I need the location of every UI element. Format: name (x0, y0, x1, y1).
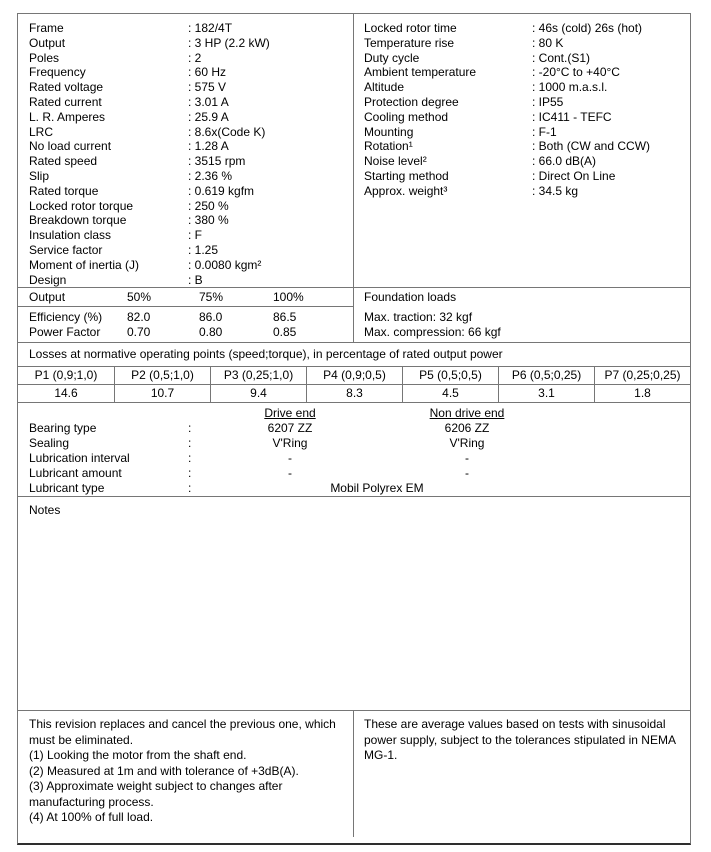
spec-label: Frame (29, 21, 64, 35)
losses-value-cell: 3.1 (498, 385, 594, 402)
losses-header-cell: P6 (0,5;0,25) (498, 367, 594, 385)
spec-value: : 182/4T (188, 21, 233, 35)
output-header-100: 100% (273, 290, 304, 304)
spec-row (364, 51, 690, 66)
lubricant-type-label: Lubricant type (29, 481, 105, 495)
spec-row (29, 51, 353, 66)
losses-header-cell: P2 (0,5;1,0) (114, 367, 210, 385)
bearing-label: Sealing (29, 436, 70, 450)
spec-label: Temperature rise (364, 35, 455, 50)
spec-row (29, 21, 353, 36)
spec-value: : 1000 m.a.s.l. (532, 80, 608, 95)
spec-value: : B (188, 272, 203, 287)
bearing-drive-end-value: - (288, 466, 292, 480)
spec-label: Noise level² (364, 154, 427, 169)
bearings-section (18, 402, 690, 496)
losses-section (18, 342, 690, 402)
spec-value: : 250 % (188, 198, 229, 213)
output-value-50: 82.0 (127, 310, 151, 324)
spec-value: : 2.36 % (188, 168, 233, 183)
bearing-row (18, 436, 690, 451)
footer-note-line: (3) Approximate weight subject to changes after manufacturing process. (29, 779, 283, 809)
foundation-label: Max. compression (364, 324, 462, 339)
spec-value: : 8.6x(Code K) (188, 124, 266, 139)
foundation-value: : 66 kgf (461, 324, 501, 339)
losses-header-cell: P4 (0,9;0,5) (306, 367, 402, 385)
losses-title: Losses at normative operating points (speed;torque), in percentage of rated output power (18, 343, 690, 367)
spec-row (29, 125, 353, 140)
spec-row (364, 184, 690, 199)
lubricant-type-row (18, 481, 690, 496)
spec-label: Insulation class (29, 228, 112, 243)
spec-row (29, 169, 353, 184)
output-value-50: 0.70 (127, 324, 151, 339)
output-table (18, 288, 353, 342)
spec-value: : 2 (188, 50, 202, 65)
spec-value: : 80 K (532, 35, 564, 50)
spec-label: Rated voltage (29, 80, 104, 95)
spec-row (364, 139, 690, 154)
losses-value-cell: 10.7 (114, 385, 210, 402)
spec-value: : 0.0080 kgm² (188, 257, 262, 272)
losses-value-cell: 4.5 (402, 385, 498, 402)
output-table-row (18, 310, 353, 325)
spec-row (29, 65, 353, 80)
footer-tolerance-note (353, 711, 690, 837)
performance-section (18, 287, 690, 342)
spec-value: : 0.619 kgfm (188, 183, 255, 198)
spec-label: Rated current (29, 94, 102, 109)
losses-header-cell: P1 (0,9;1,0) (18, 367, 114, 385)
spec-row (29, 213, 353, 228)
bearing-non-drive-end-value: V'Ring (449, 436, 485, 450)
notes-title: Notes (29, 503, 61, 517)
output-value-100: 0.85 (273, 324, 297, 339)
bearing-non-drive-end-value: 6206 ZZ (444, 421, 490, 435)
output-header-50: 50% (127, 290, 152, 304)
spec-label: Breakdown torque (29, 213, 127, 228)
spec-row (29, 80, 353, 95)
output-header-row (18, 288, 353, 307)
spec-label: Duty cycle (364, 50, 420, 65)
output-row-label: Power Factor (29, 324, 101, 339)
foundation-value: : 32 kgf (432, 310, 473, 324)
spec-label: Locked rotor time (364, 21, 457, 35)
spec-value: : 3.01 A (188, 94, 229, 109)
spec-label: L. R. Amperes (29, 109, 106, 124)
losses-header-cell: P5 (0,5;0,5) (402, 367, 498, 385)
spec-label: Service factor (29, 242, 103, 257)
spec-row (364, 36, 690, 51)
spec-label: Locked rotor torque (29, 198, 134, 213)
spec-row (29, 36, 353, 51)
losses-value-cell: 14.6 (54, 386, 78, 400)
spec-value: : -20°C to +40°C (532, 65, 620, 80)
spec-row (29, 184, 353, 199)
spec-value: : 3515 rpm (188, 154, 246, 169)
spec-label: Design (29, 272, 67, 287)
spec-value: : Cont.(S1) (532, 50, 591, 65)
bearing-label: Lubricant amount (29, 466, 122, 480)
bearing-colon: : (188, 436, 192, 450)
spec-row (364, 80, 690, 95)
notes-section (18, 496, 690, 710)
spec-value: : F (188, 228, 202, 243)
spec-value: : 1.28 A (188, 139, 229, 154)
bearing-drive-end-value: V'Ring (272, 436, 308, 450)
specs-right-column (353, 14, 690, 287)
spec-label: Protection degree (364, 94, 459, 109)
spec-value: : 380 % (188, 213, 229, 228)
losses-header-row (18, 367, 690, 385)
bearing-row (18, 451, 690, 466)
bearing-non-drive-end-value: - (465, 466, 469, 480)
output-value-75: 0.80 (199, 324, 223, 339)
losses-value-cell: 9.4 (210, 385, 306, 402)
footer-note-line: (1) Looking the motor from the shaft end. (29, 748, 247, 762)
output-table-row (18, 325, 353, 340)
spec-label: Rotation¹ (364, 139, 413, 154)
foundation-row (364, 325, 690, 340)
spec-label: Rated speed (29, 154, 98, 169)
lubricant-type-colon: : (188, 481, 192, 495)
footer-revision-notes (18, 711, 353, 837)
spec-label: Slip (29, 168, 50, 183)
spec-row (364, 125, 690, 140)
output-value-75: 86.0 (199, 310, 223, 324)
spec-row (29, 139, 353, 154)
spec-label: Rated torque (29, 183, 99, 198)
spec-row (29, 258, 353, 273)
footer-note-line: (2) Measured at 1m and with tolerance of +3dB(A). (29, 763, 299, 778)
spec-label: LRC (29, 124, 54, 139)
spec-row (364, 65, 690, 80)
foundation-label: Max. traction (364, 310, 433, 324)
spec-row (29, 273, 353, 288)
spec-row (364, 110, 690, 125)
output-row-label: Efficiency (%) (29, 310, 103, 324)
spec-label: Ambient temperature (364, 65, 477, 80)
specs-section (18, 14, 690, 287)
foundation-loads (353, 288, 690, 342)
bearing-drive-end-value: 6207 ZZ (267, 421, 313, 435)
spec-value: : F-1 (532, 124, 557, 139)
spec-row (29, 199, 353, 214)
output-header-label: Output (29, 290, 66, 304)
spec-value: : 3 HP (2.2 kW) (188, 35, 270, 50)
spec-value: : 25.9 A (188, 109, 229, 124)
foundation-loads-rows (364, 307, 690, 340)
spec-value: : 1.25 (188, 242, 219, 257)
losses-header-cell: P3 (0,25;1,0) (210, 367, 306, 385)
output-table-body (18, 307, 353, 340)
bearing-label: Bearing type (29, 421, 97, 435)
spec-row (29, 95, 353, 110)
bearing-drive-end-value: - (288, 451, 292, 465)
footer-tolerance-text: These are average values based on tests with sinusoidal power supply, subject to the tolerances stipulated in NEMA MG-1. (364, 717, 676, 762)
bearing-colon: : (188, 421, 192, 435)
spec-value: : 66.0 dB(A) (532, 154, 597, 169)
spec-label: Approx. weight³ (364, 183, 448, 198)
spec-value: : IC411 - TEFC (532, 109, 612, 124)
spec-label: No load current (29, 139, 112, 154)
losses-value-row (18, 385, 690, 402)
spec-value: : 60 Hz (188, 65, 227, 80)
spec-label: Altitude (364, 80, 405, 95)
spec-label: Output (29, 35, 66, 50)
bearing-row (18, 421, 690, 436)
specs-left-column (18, 14, 353, 287)
spec-row (29, 110, 353, 125)
spec-row (29, 228, 353, 243)
spec-label: Mounting (364, 124, 414, 139)
output-value-100: 86.5 (273, 310, 297, 324)
bearing-colon: : (188, 451, 192, 465)
footer-section (18, 710, 690, 837)
bearings-header-row (18, 406, 690, 421)
losses-value-cell: 8.3 (306, 385, 402, 402)
output-header-75: 75% (199, 290, 224, 304)
spec-value: : 34.5 kg (532, 183, 579, 198)
bearing-non-drive-end-value: - (465, 451, 469, 465)
non-drive-end-header: Non drive end (429, 406, 505, 420)
spec-value: : 46s (cold) 26s (hot) (532, 21, 643, 35)
spec-row (364, 95, 690, 110)
spec-row (364, 154, 690, 169)
footer-note-line: This revision replaces and cancel the previous one, which must be eliminated. (29, 717, 336, 747)
spec-value: : Direct On Line (532, 168, 616, 183)
losses-header-cell: P7 (0,25;0,25) (594, 367, 690, 385)
spec-value: : 575 V (188, 80, 227, 95)
spec-row (364, 21, 690, 36)
losses-value-cell: 1.8 (594, 385, 690, 402)
spec-label: Frequency (29, 65, 86, 80)
spec-label: Poles (29, 50, 60, 65)
spec-row (364, 169, 690, 184)
spec-label: Moment of inertia (J) (29, 257, 140, 272)
spec-label: Starting method (364, 168, 449, 183)
spec-row (29, 154, 353, 169)
spec-label: Cooling method (364, 109, 449, 124)
bearing-row (18, 466, 690, 481)
foundation-row (364, 310, 690, 325)
spec-value: : Both (CW and CCW) (532, 139, 651, 154)
bearing-colon: : (188, 466, 192, 480)
spec-row (29, 243, 353, 258)
foundation-loads-title: Foundation loads (364, 290, 457, 304)
footer-note-line: (4) At 100% of full load. (29, 810, 154, 824)
bearing-label: Lubrication interval (29, 451, 130, 465)
spec-value: : IP55 (532, 94, 564, 109)
motor-datasheet-page (17, 13, 691, 845)
lubricant-type-value: Mobil Polyrex EM (330, 481, 424, 495)
drive-end-header: Drive end (264, 406, 316, 420)
